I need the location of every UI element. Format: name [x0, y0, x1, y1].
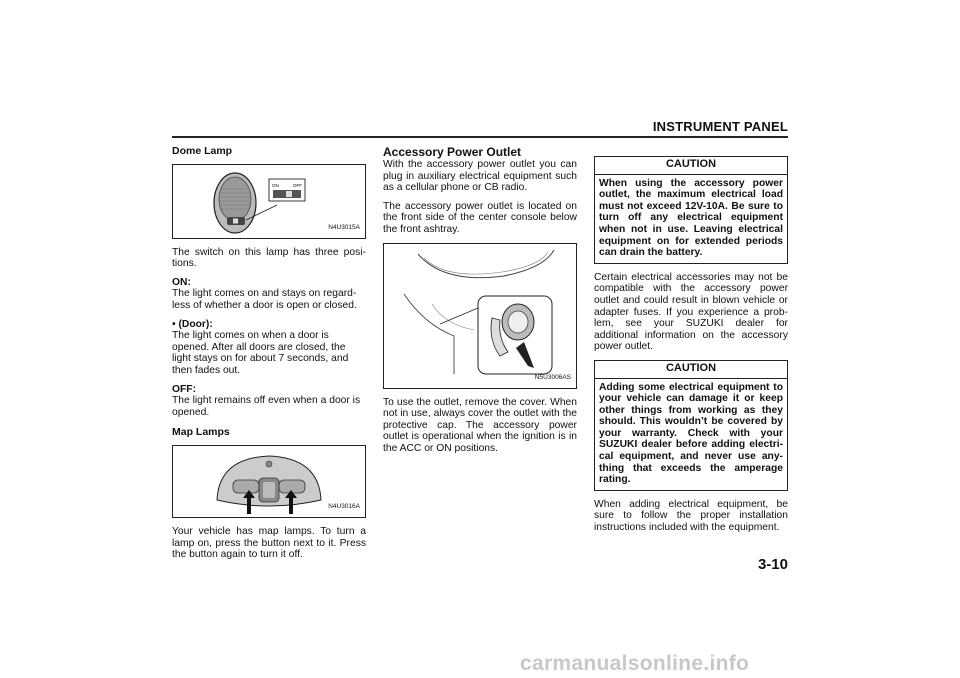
door-bullet: •: [172, 318, 176, 330]
caution-body: Adding some electrical equipment to your vehicle can damage it or keep other things from working as they should. This wouldn’t be covered by your warranty. Check with your SUZUKI dealer before adding electri-cal equipment, and never use any-thing that exceeds the amperage rating.: [599, 381, 783, 486]
door-label: (Door):: [178, 318, 213, 330]
dome-intro: The switch on this lamp has three posi-tions.: [172, 246, 366, 270]
watermark: carmanualsonline.info: [520, 652, 750, 675]
compatibility-text: Certain electrical accessories may not be compatible with the accessory power outlet and could result in blown vehicle or adapter fuses. If you experience a prob-lem, see your SUZUKI dealer for additional information on the accessory power outlet.: [594, 271, 788, 353]
caution-box-2: [594, 360, 788, 491]
caution-title: CAUTION: [595, 157, 787, 175]
caution-title: CAUTION: [595, 361, 787, 379]
header-rule: [172, 136, 788, 138]
on-text: The light comes on and stays on regard-less of whether a door is open or closed.: [172, 288, 357, 311]
map-lamps-figure: [172, 445, 366, 518]
map-lamps-text: Your vehicle has map lamps. To turn a lamp on, press the button next to it. Press the button again to turn it off.: [172, 525, 366, 561]
installation-text: When adding electrical equipment, be sure to follow the proper installation instructions included with the equipment.: [594, 498, 788, 534]
middle-column: [383, 146, 577, 462]
figure-code: N4U3015A: [328, 224, 360, 231]
section-title: INSTRUMENT PANEL: [652, 119, 788, 134]
dome-lamp-figure: [172, 164, 366, 239]
power-outlet-illustration: [384, 244, 576, 388]
switch-off-label: OFF: [293, 182, 302, 188]
off-text: The light remains off even when a door is opened.: [172, 395, 361, 418]
figure-code: N5U3006AS: [534, 373, 571, 381]
outlet-location: The accessory power outlet is located on the front side of the center console below the front ashtray.: [383, 200, 577, 235]
left-column: [172, 146, 366, 568]
caution-body: When using the accessory power outlet, the maximum electrical load must not exceed 12V-10A. Be sure to turn off any electrical equipment when not in use. Leaving electrical equipment on for extended periods can drain the battery.: [599, 177, 783, 259]
figure-code: N4U3016A: [328, 503, 360, 511]
dome-lamp-heading: Dome Lamp: [172, 145, 233, 157]
power-outlet-figure: [383, 243, 577, 389]
off-label: OFF:: [172, 383, 197, 395]
door-text: The light comes on when a door is opened. After all doors are closed, the light stays on for about 7 seconds, and then fades out.: [172, 330, 349, 376]
page-number: 3-10: [757, 556, 788, 573]
right-column: [594, 156, 788, 541]
outlet-intro: With the accessory power outlet you can plug in auxiliary electrical equipment such as a cellular phone or CB radio.: [383, 159, 577, 194]
caution-box-1: [594, 156, 788, 264]
switch-on-label: ON: [272, 182, 279, 188]
accessory-outlet-heading: Accessory Power Outlet: [383, 145, 522, 159]
outlet-usage: To use the outlet, remove the cover. When not in use, always cover the outlet with the protective cap. The accessory power outlet is operational when the ignition is in the ACC or ON positions.: [383, 396, 577, 454]
on-label: ON:: [172, 276, 191, 288]
map-lamps-heading: Map Lamps: [172, 426, 230, 439]
